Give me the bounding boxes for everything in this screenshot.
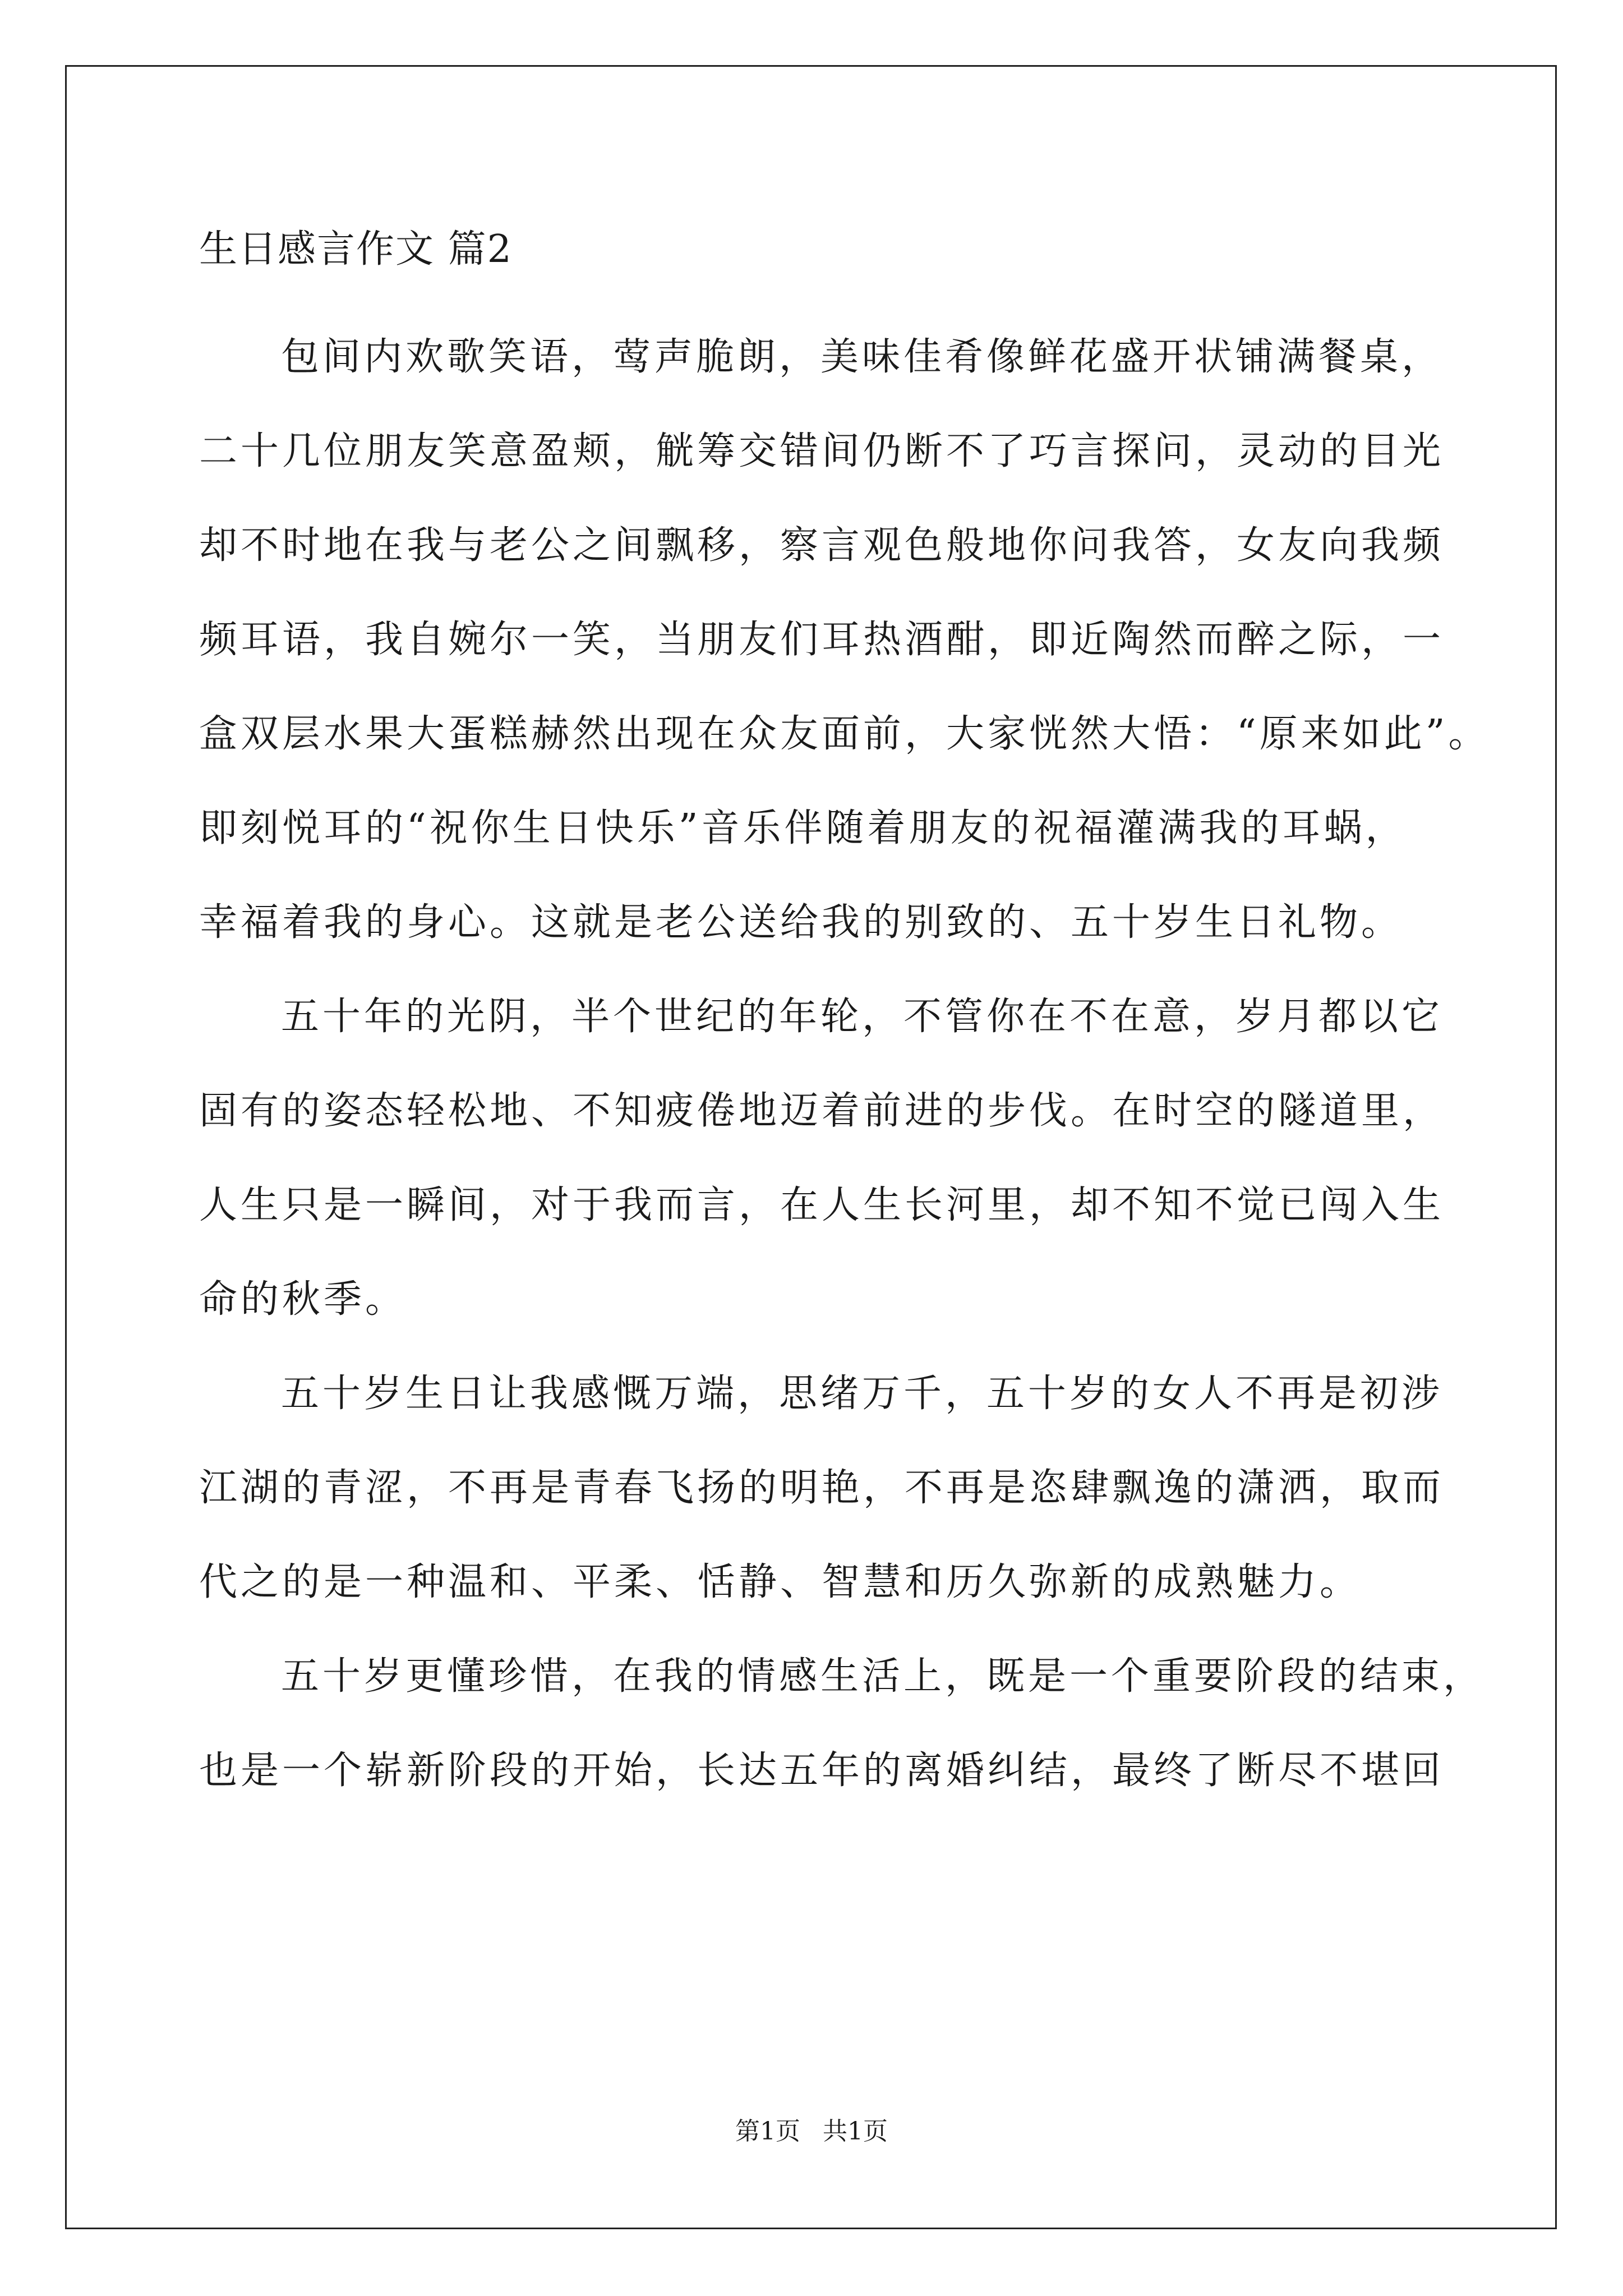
document-title: 生日感言作文 篇2 bbox=[199, 227, 513, 272]
text-line: 频耳语，我自婉尔一笑，当朋友们耳热酒酣，即近陶然而醉之际，一 bbox=[199, 618, 1445, 662]
text-line: 二十几位朋友笑意盈颊，觥筹交错间仍断不了巧言探问，灵动的目光 bbox=[199, 429, 1445, 473]
text-line: 江湖的青涩，不再是青春飞扬的明艳，不再是恣肆飘逸的潇洒，取而 bbox=[199, 1466, 1445, 1510]
document-body bbox=[199, 216, 1490, 1818]
text-line: 包间内欢歌笑语，莺声脆朗，美味佳肴像鲜花盛开状铺满餐桌， bbox=[281, 335, 1444, 379]
paragraph-4 bbox=[199, 1630, 1485, 1818]
text-line: 代之的是一种温和、平柔、恬静、智慧和历久弥新的成熟魅力。 bbox=[199, 1560, 1362, 1604]
page-number-current: 第1页 bbox=[735, 2117, 800, 2146]
text-line: 盒双层水果大蛋糕赫然出现在众友面前，大家恍然大悟：“原来如此”。 bbox=[199, 712, 1490, 756]
paragraph-2 bbox=[199, 970, 1445, 1347]
text-line: 幸福着我的身心。这就是老公送给我的别致的、五十岁生日礼物。 bbox=[199, 900, 1403, 945]
text-line: 人生只是一瞬间，对于我而言，在人生长河里，却不知不觉已闯入生 bbox=[199, 1183, 1445, 1227]
text-line: 命的秋季。 bbox=[199, 1277, 407, 1322]
text-line: 五十年的光阴，半个世纪的年轮，不管你在不在意，岁月都以它 bbox=[281, 995, 1444, 1039]
text-line: 五十岁生日让我感慨万端，思绪万千，五十岁的女人不再是初涉 bbox=[281, 1372, 1444, 1416]
text-line: 五十岁更懂珍惜，在我的情感生活上，既是一个重要阶段的结束， bbox=[281, 1654, 1485, 1699]
page-number-total: 共1页 bbox=[823, 2117, 888, 2146]
page-footer bbox=[0, 2115, 1623, 2148]
text-line: 固有的姿态轻松地、不知疲倦地迈着前进的步伐。在时空的隧道里， bbox=[199, 1089, 1445, 1133]
text-line: 也是一个崭新阶段的开始，长达五年的离婚纠结，最终了断尽不堪回 bbox=[199, 1749, 1445, 1793]
paragraph-3 bbox=[199, 1347, 1445, 1630]
paragraph-1 bbox=[199, 310, 1490, 970]
text-line: 即刻悦耳的“祝你生日快乐”音乐伴随着朋友的祝福灌满我的耳蜗， bbox=[199, 806, 1407, 850]
text-line: 却不时地在我与老公之间飘移，察言观色般地你问我答，女友向我频 bbox=[199, 523, 1445, 568]
